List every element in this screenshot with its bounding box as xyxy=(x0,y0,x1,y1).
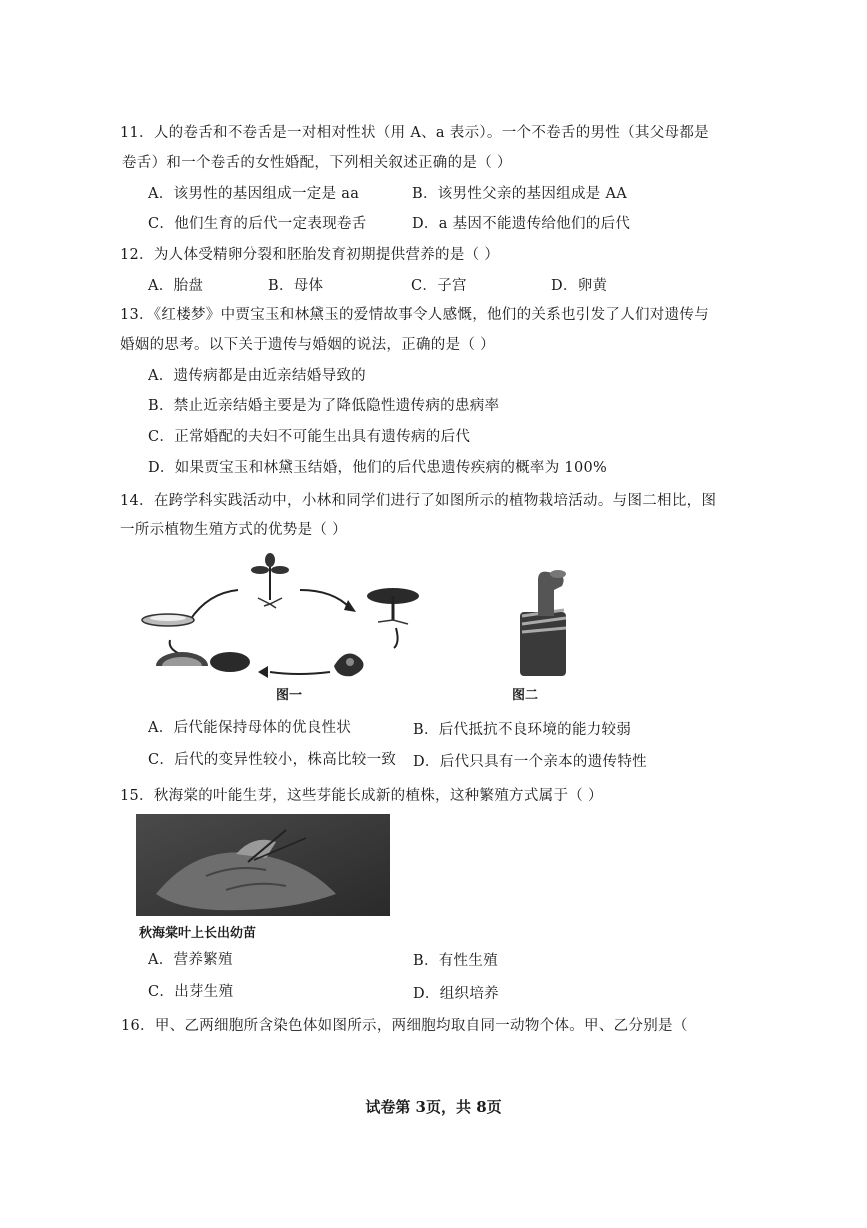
q15-option-a: A．营养繁殖 xyxy=(148,952,233,968)
q11-stem-line1: 11．人的卷舌和不卷舌是一对相对性状（用 A、a 表示）。一个不卷舌的男性（其父母都是 xyxy=(120,125,709,141)
q14-option-c: C．后代的变异性较小，株高比较一致 xyxy=(148,752,397,768)
cycle-arrow-2 xyxy=(300,590,350,608)
q13-stem-line2: 婚姻的思考。以下关于遗传与婚姻的说法，正确的是（ ） xyxy=(120,337,495,353)
q12-option-a: A．胎盘 xyxy=(148,278,204,294)
q14-stem-line1: 14．在跨学科实践活动中，小林和同学们进行了如图所示的植物栽培活动。与图二相比，图 xyxy=(120,493,717,509)
q14-option-b: B．后代抵抗不良环境的能力较弱 xyxy=(413,722,632,738)
q11-option-a: A．该男性的基因组成一定是 aa xyxy=(148,186,360,202)
seed-illustration xyxy=(142,614,194,626)
q11-stem-line2: 卷舌）和一个卷舌的女性婚配，下列相关叙述正确的是（ ） xyxy=(122,155,512,171)
flower-illustration xyxy=(334,654,364,677)
seedling-illustration xyxy=(251,553,289,608)
q15-stem: 15．秋海棠的叶能生芽，这些芽能长成新的植株，这种繁殖方式属于（ ） xyxy=(120,788,603,804)
q12-option-d: D．卵黄 xyxy=(551,278,608,294)
q11-option-b: B．该男性父亲的基因组成是 AA xyxy=(412,186,628,202)
q12-stem: 12．为人体受精卵分裂和胚胎发育初期提供营养的是（ ） xyxy=(120,247,500,263)
cycle-arrow-1 xyxy=(190,590,238,620)
q12-option-b: B．母体 xyxy=(268,278,324,294)
q12-option-c: C．子宫 xyxy=(411,278,467,294)
figure-2-caption: 图二 xyxy=(512,688,539,703)
mature-tree-illustration xyxy=(367,588,419,624)
q15-option-d: D．组织培养 xyxy=(413,986,499,1002)
q13-option-d: D．如果贾宝玉和林黛玉结婚，他们的后代患遗传疾病的概率为 100% xyxy=(148,460,608,476)
q11-option-c: C．他们生育的后代一定表现卷舌 xyxy=(148,216,367,232)
figure-1-caption: 图一 xyxy=(276,688,303,703)
q14-option-a: A．后代能保持母体的优良性状 xyxy=(148,720,352,736)
q15-option-c: C．出芽生殖 xyxy=(148,984,234,1000)
q13-stem-line1: 13．《红楼梦》中贾宝玉和林黛玉的爱情故事令人感慨，他们的关系也引发了人们对遗传与 xyxy=(120,307,709,323)
cycle-arrow-4 xyxy=(270,672,330,674)
q11-option-d: D．a 基因不能遗传给他们的后代 xyxy=(412,216,631,232)
page-footer: 试卷第 3页，共 8页 xyxy=(365,1098,502,1116)
fruit-illustration xyxy=(156,652,250,672)
q15-option-b: B．有性生殖 xyxy=(413,953,498,969)
cycle-arrow-5 xyxy=(170,640,178,653)
begonia-photo-caption: 秋海棠叶上长出幼苗 xyxy=(139,926,257,941)
begonia-leaf-photo xyxy=(136,814,390,916)
q13-option-a: A．遗传病都是由近亲结婚导致的 xyxy=(148,368,366,384)
q16-stem: 16．甲、乙两细胞所含染色体如图所示，两细胞均取自同一动物个体。甲、乙分别是（ xyxy=(121,1018,688,1034)
grafting-figure xyxy=(508,560,598,680)
q14-option-d: D．后代只具有一个亲本的遗传特性 xyxy=(413,754,647,770)
q14-stem-line2: 一所示植物生殖方式的优势是（ ） xyxy=(120,522,347,538)
q13-option-b: B．禁止近亲结婚主要是为了降低隐性遗传病的患病率 xyxy=(148,398,500,414)
cycle-arrow-3 xyxy=(394,628,398,648)
q13-option-c: C．正常婚配的夫妇不可能生出具有遗传病的后代 xyxy=(148,429,471,445)
